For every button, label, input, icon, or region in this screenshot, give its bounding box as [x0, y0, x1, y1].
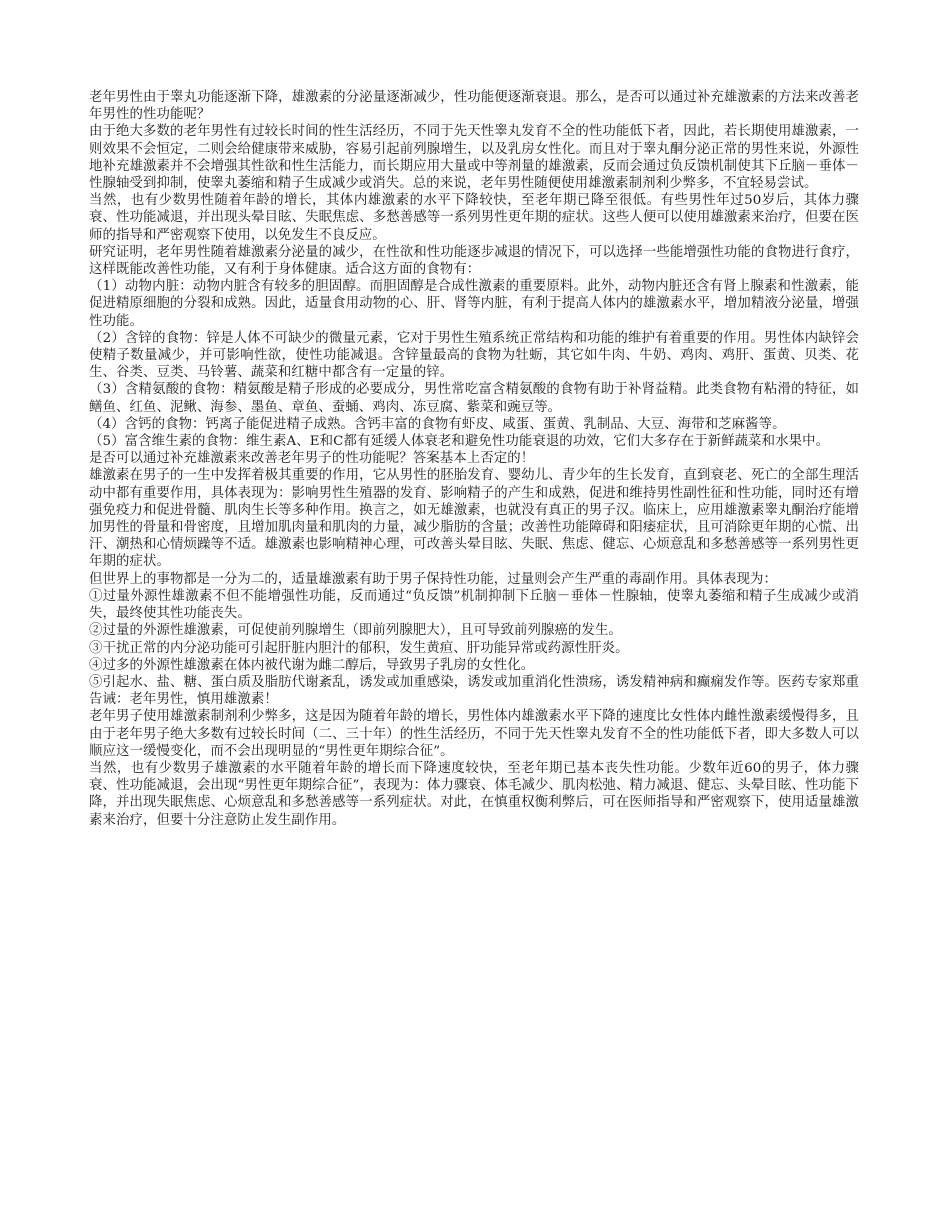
paragraph-exception-cases: 当然，也有少数男性随着年龄的增长，其体内雄激素的水平下降较快，至老年期已降至很低。有些男性年过50岁后，其体力骤衰、性功能减退，并出现头晕目眩、失眠焦虑、多愁善感等一系列男性更年期的症状。这些人便可以使用雄激素来治疗，但要在医师的指导和严密观察下使用，以免发生不良反应。 [89, 193, 859, 243]
list-item-side-effect-3: ③干扰正常的内分泌功能可引起肝脏内胆汁的郁积，发生黄疸、肝功能异常或药源性肝炎。 [89, 640, 629, 656]
list-item-side-effect-2: ②过量的外源性雄激素，可促使前列腺增生（即前列腺肥大），且可导致前列腺癌的发生。 [89, 623, 622, 639]
paragraph-answer-question: 是否可以通过补充雄激素来改善老年男子的性功能呢？答案基本上否定的！ [89, 451, 535, 467]
list-item-calcium-foods: （4）含钙的食物：钙离子能促进精子成熟。含钙丰富的食物有虾皮、咸蛋、蛋黄、乳制品、大豆、海带和芝麻酱等。 [89, 416, 786, 432]
paragraph-androgen-role: 雄激素在男子的一生中发挥着极其重要的作用，它从男性的胚胎发育、婴幼儿、青少年的生长发育，直到衰老、死亡的全部生理活动中都有重要作用，具体表现为：影响男性生殖器的发育、影响精子的产生和成熟，促进和维持男性副性征和性功能，同时还有增强免疫力和促进骨髓、肌肉生长等多种作用。换言之，如无雄激素，也就没有真正的男子汉。临床上，应用雄激素睾丸酮治疗能增加男性的骨量和骨密度，且增加肌肉量和肌肉的力量，减少脂肪的含量；改善性功能障碍和阳痿症状，且可消除更年期的心慌、出汗、潮热和心情烦躁等不适。雄激素也影响精神心理，可改善头晕目眩、失眠、焦虑、健忘、心烦意乱和多愁善感等一系列男性更年期的症状。 [89, 468, 859, 570]
list-item-side-effect-5: ⑤引起水、盐、糖、蛋白质及脂肪代谢紊乱，诱发或加重感染，诱发或加重消化性溃疡，诱发精神病和癫痫发作等。医药专家郑重告诫：老年男性，慎用雄激素！ [89, 674, 859, 708]
paragraph-risk-summary: 老年男子使用雄激素制剂利少弊多，这是因为随着年龄的增长，男性体内雄激素水平下降的速度比女性体内雌性激素缓慢得多，且由于老年男子绝大多数有过较长时间（二、三十年）的性生活经历，不同于先天性睾丸发育不全的性功能低下者，即大多数人可以顺应这一缓慢变化，而不会出现明显的“男性更年期综合征”。 [89, 709, 859, 759]
list-item-zinc-foods: （2）含锌的食物：锌是人体不可缺少的微量元素，它对于男性生殖系统正常结构和功能的维护有着重要的作用。男性体内缺锌会使精子数量减少，并可影响性欲，使性功能减退。含锌量最高的食物为牡蛎，其它如牛肉、牛奶、鸡肉、鸡肝、蛋黄、贝类、花生、谷类、豆类、马铃薯、蔬菜和红糖中都含有一定量的锌。 [89, 330, 859, 381]
list-item-side-effect-4: ④过多的外源性雄激素在体内被代谢为雌二醇后，导致男子乳房的女性化。 [89, 657, 535, 673]
paragraph-side-effects-intro: 但世界上的事物都是一分为二的，适量雄激素有助于男子保持性功能，过量则会产生严重的毒副作用。具体表现为： [89, 571, 778, 587]
list-item-vitamin-foods: （5）富含维生素的食物：维生素A、E和C都有延缓人体衰老和避免性功能衰退的功效，它们大多存在于新鲜蔬菜和水果中。 [89, 434, 830, 450]
list-item-organ-meats: （1）动物内脏：动物内脏含有较多的胆固醇。而胆固醇是合成性激素的重要原料。此外，动物内脏还含有肾上腺素和性激素，能促进精原细胞的分裂和成熟。因此，适量食用动物的心、肝、肾等内脏，有利于提高人体内的雄激素水平，增加精液分泌量，增强性功能。 [89, 279, 859, 329]
list-item-side-effect-1: ①过量外源性雄激素不但不能增强性功能，反而通过“负反馈”机制抑制下丘脑－垂体－性腺轴，使睾丸萎缩和精子生成减少或消失，最终使其性功能丧失。 [89, 588, 859, 622]
paragraph-intro-question: 老年男性由于睾丸功能逐渐下降，雄激素的分泌量逐渐减少，性功能便逐渐衰退。那么，是否可以通过补充雄激素的方法来改善老年男性的性功能呢？ [89, 90, 859, 123]
document-body [89, 89, 859, 829]
list-item-arginine-foods: （3）含精氨酸的食物：精氨酸是精子形成的必要成分，男性常吃富含精氨酸的食物有助于补肾益精。此类食物有粘滑的特征，如鳝鱼、红鱼、泥鳅、海参、墨鱼、章鱼、蚕蛹、鸡肉、冻豆腐、紫菜和豌豆等。 [89, 382, 859, 415]
paragraph-conclusion: 当然，也有少数男子雄激素的水平随着年龄的增长而下降速度较快，至老年期已基本丧失性功能。少数年近60的男子，体力骤衰、性功能减退，会出现“男性更年期综合征”，表现为：体力骤衰、体毛减少、肌肉松弛、精力减退、健忘、头晕目眩、性功能下降，并出现失眠焦虑、心烦意乱和多愁善感等一系列症状。对此，在慎重权衡利弊后，可在医师指导和严密观察下，使用适量雄激素来治疗，但要十分注意防止发生副作用。 [89, 760, 859, 828]
paragraph-diet-therapy: 研究证明，老年男性随着雄激素分泌量的减少，在性欲和性功能逐步减退的情况下，可以选择一些能增强性功能的食物进行食疗，这样既能改善性功能，又有利于身体健康。适合这方面的食物有： [89, 244, 859, 278]
paragraph-long-term-risk: 由于绝大多数的老年男性有过较长时间的性生活经历，不同于先天性睾丸发育不全的性功能低下者，因此，若长期使用雄激素，一则效果不会恒定，二则会给健康带来威胁，容易引起前列腺增生，以及乳房女性化。而且对于睾丸酮分泌正常的男性来说，外源性地补充雄激素并不会增强其性欲和性生活能力，而长期应用大量或中等剂量的雄激素，反而会通过负反馈机制使其下丘脑－垂体－性腺轴受到抑制，使睾丸萎缩和精子生成减少或消失。总的来说，老年男性随便使用雄激素制剂利少弊多，不宜轻易尝试。 [89, 124, 859, 192]
